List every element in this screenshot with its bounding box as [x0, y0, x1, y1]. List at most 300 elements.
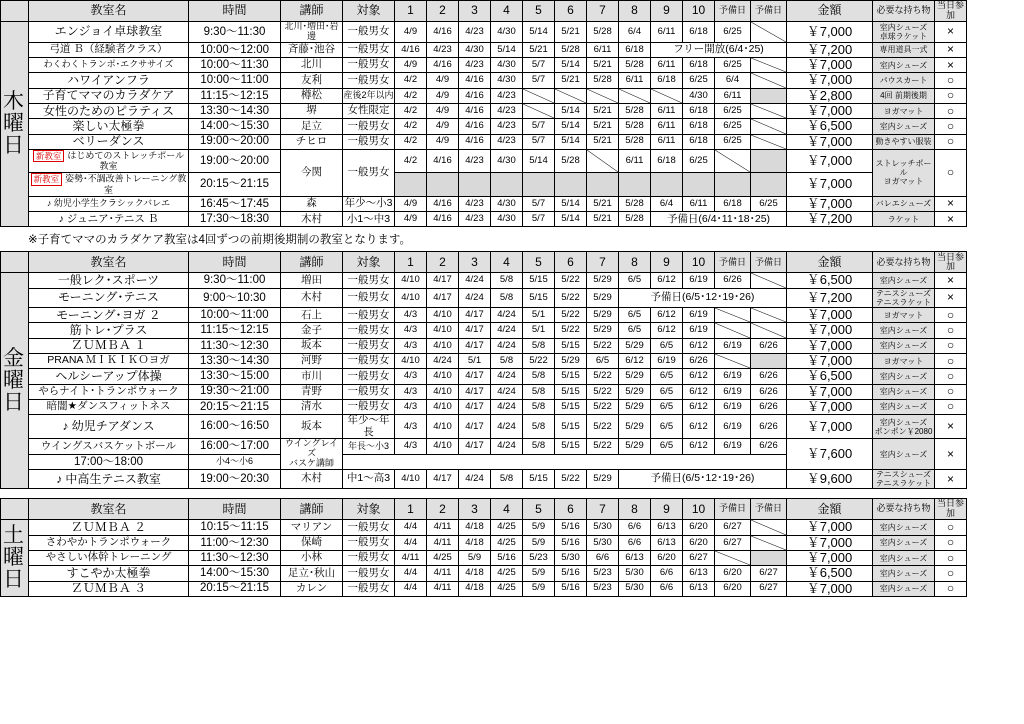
day-table-2	[0, 498, 967, 596]
session-date-cell: 5/8	[523, 399, 555, 414]
session-date-cell: 4/11	[427, 581, 459, 596]
target-cell: 一般男女	[343, 354, 395, 369]
price-cell: ￥7,000	[787, 149, 873, 173]
session-date-cell	[751, 22, 787, 43]
dropin-cell: ○	[935, 581, 967, 596]
session-date-cell: 6/26	[751, 399, 787, 414]
class-name-cell	[29, 369, 189, 384]
class-name-label: ＺＵＭＢＡ ２	[70, 519, 147, 534]
session-date-cell: 6/18	[683, 58, 715, 73]
session-date-cell	[751, 88, 787, 103]
required-items-cell: 室内シューズ	[873, 58, 935, 73]
session-date-cell	[751, 323, 787, 338]
dropin-cell: ○	[935, 134, 967, 149]
price-cell: ￥6,500	[787, 566, 873, 581]
session-date-cell: 4/30	[491, 149, 523, 173]
class-name-cell	[29, 103, 189, 118]
session-date-cell	[619, 88, 651, 103]
class-name-label: PRANA ＭＩＫＩＫＯヨガ	[47, 354, 170, 367]
class-name-label: 筋トレ･プラス	[69, 323, 148, 337]
table-row	[1, 22, 967, 43]
class-name-cell	[29, 196, 189, 211]
required-items-cell: ラケット	[873, 212, 935, 227]
session-date-cell: 5/21	[555, 22, 587, 43]
header-cell: 当日参加	[935, 1, 967, 22]
day-label-cell: 土 曜 日	[1, 520, 29, 596]
session-date-cell: 6/12	[683, 439, 715, 454]
session-date-cell: 5/22	[555, 323, 587, 338]
header-cell: 2	[427, 252, 459, 273]
session-date-cell: 4/17	[459, 439, 491, 454]
target-cell: 一般男女	[343, 308, 395, 323]
header-cell: 当日参加	[935, 252, 967, 273]
time-cell: 11:30〜12:30	[189, 550, 281, 565]
session-date-cell: 6/18	[683, 119, 715, 134]
time-cell: 20:15〜21:15	[189, 399, 281, 414]
session-date-cell: 4/17	[459, 384, 491, 399]
session-date-cell: 5/8	[523, 369, 555, 384]
dropin-cell: ○	[935, 88, 967, 103]
table-header-row	[1, 499, 967, 520]
header-cell: 4	[491, 1, 523, 22]
time-cell: 9:30〜11:00	[189, 273, 281, 288]
session-date-cell: 5/14	[555, 103, 587, 118]
class-name-label: わくわくトランポ･エクササイズ	[43, 59, 174, 70]
teacher-cell: 森	[281, 196, 343, 211]
time-cell: 13:30〜15:00	[189, 369, 281, 384]
session-date-cell: 4/16	[427, 22, 459, 43]
dropin-cell: ○	[935, 369, 967, 384]
time-cell: 9:00〜10:30	[189, 288, 281, 307]
class-name-cell	[29, 415, 189, 439]
session-date-cell: 4/16	[459, 119, 491, 134]
price-cell: ￥7,000	[787, 535, 873, 550]
target-cell: 一般男女	[343, 134, 395, 149]
class-name-cell	[29, 384, 189, 399]
footnote: ※子育てママのカラダケア教室は4回ずつの前期後期制の教室となります。	[28, 234, 411, 247]
price-cell: ￥7,000	[787, 196, 873, 211]
session-date-cell: 4/24	[491, 369, 523, 384]
session-date-cell: 4/24	[491, 399, 523, 414]
session-date-cell: 4/3	[395, 369, 427, 384]
session-date-cell: 4/24	[491, 415, 523, 439]
session-date-cell: 4/3	[395, 399, 427, 414]
session-date-cell: 6/5	[651, 384, 683, 399]
session-date-cell: 6/12	[651, 308, 683, 323]
session-date-cell	[751, 520, 787, 535]
session-date-cell	[715, 173, 751, 197]
session-date-cell: 5/29	[619, 384, 651, 399]
session-date-cell: 5/9	[459, 550, 491, 565]
session-date-cell: 6/26	[751, 338, 787, 353]
session-date-cell: 5/28	[587, 73, 619, 88]
reserve-date-cell: 予備日(6/5･12･19･26)	[619, 470, 787, 489]
session-date-cell: 4/30	[491, 73, 523, 88]
class-name-cell	[29, 550, 189, 565]
required-items-cell: 室内シューズ	[873, 520, 935, 535]
dropin-cell: ×	[935, 42, 967, 57]
session-date-cell: 6/26	[683, 354, 715, 369]
session-date-cell: 6/11	[619, 73, 651, 88]
session-date-cell: 4/10	[395, 288, 427, 307]
session-date-cell: 6/4	[715, 73, 751, 88]
dropin-cell: ○	[935, 550, 967, 565]
time-cell: 19:00〜20:30	[189, 470, 281, 489]
session-date-cell	[751, 103, 787, 118]
table-row	[1, 308, 967, 323]
session-date-cell: 4/11	[427, 520, 459, 535]
dropin-cell: ×	[935, 22, 967, 43]
session-date-cell: 5/22	[587, 384, 619, 399]
session-date-cell: 6/6	[651, 566, 683, 581]
session-date-cell: 5/14	[555, 119, 587, 134]
session-date-cell: 4/16	[427, 149, 459, 173]
teacher-cell: 木村	[281, 470, 343, 489]
session-date-cell: 5/14	[491, 42, 523, 57]
teacher-cell: 青野	[281, 384, 343, 399]
session-date-cell: 4/23	[491, 88, 523, 103]
session-date-cell: 5/8	[523, 415, 555, 439]
teacher-cell: 斉藤･池谷	[281, 42, 343, 57]
dropin-cell: ○	[935, 73, 967, 88]
required-items-cell: 室内シューズ	[873, 566, 935, 581]
header-cell: 8	[619, 252, 651, 273]
new-class-tag: 新教室	[31, 173, 63, 186]
session-date-cell: 4/30	[491, 22, 523, 43]
class-name-label: モーニング･テニス	[58, 290, 159, 305]
table-row	[1, 288, 967, 307]
session-date-cell: 4/18	[459, 520, 491, 535]
time-cell: 14:00〜15:30	[189, 119, 281, 134]
session-date-cell: 5/15	[555, 399, 587, 414]
time-cell: 20:15〜21:15	[189, 581, 281, 596]
session-date-cell: 4/16	[395, 42, 427, 57]
session-date-cell: 5/29	[619, 439, 651, 454]
target-cell: 小4〜小6	[189, 454, 281, 469]
session-date-cell: 5/22	[587, 399, 619, 414]
session-date-cell: 6/20	[715, 566, 751, 581]
price-cell: ￥7,000	[787, 22, 873, 43]
session-date-cell	[395, 173, 427, 197]
session-date-cell: 4/24	[491, 338, 523, 353]
teacher-cell: 木村	[281, 288, 343, 307]
session-date-cell: 5/22	[555, 470, 587, 489]
session-date-cell: 5/29	[587, 308, 619, 323]
session-date-cell: 5/14	[555, 134, 587, 149]
class-name-label: ヘルシーアップ体操	[55, 368, 162, 383]
session-date-cell	[491, 173, 523, 197]
session-date-cell: 5/30	[555, 550, 587, 565]
session-date-cell	[751, 550, 787, 565]
header-cell: 8	[619, 499, 651, 520]
teacher-cell: 足立	[281, 119, 343, 134]
session-date-cell: 5/29	[587, 273, 619, 288]
teacher-cell: マリアン	[281, 520, 343, 535]
session-date-cell: 5/8	[491, 354, 523, 369]
session-date-cell	[587, 173, 619, 197]
session-date-cell	[751, 535, 787, 550]
table-row	[1, 58, 967, 73]
time-cell: 19:00〜20:00	[189, 134, 281, 149]
header-cell: 予備日	[715, 252, 751, 273]
header-cell: 予備日	[751, 499, 787, 520]
session-date-cell: 5/21	[587, 134, 619, 149]
session-date-cell: 4/16	[427, 58, 459, 73]
time-cell: 16:00〜17:00	[189, 439, 281, 454]
session-date-cell	[751, 149, 787, 173]
header-cell: 4	[491, 499, 523, 520]
class-name-cell	[29, 520, 189, 535]
session-date-cell: 4/24	[459, 470, 491, 489]
price-cell: ￥6,500	[787, 369, 873, 384]
class-name-cell	[29, 42, 189, 57]
session-date-cell: 4/17	[459, 338, 491, 353]
price-cell: ￥9,600	[787, 470, 873, 489]
session-date-cell: 6/11	[683, 196, 715, 211]
session-date-cell: 5/9	[523, 520, 555, 535]
time-cell: 16:00〜16:50	[189, 415, 281, 439]
header-cell	[1, 1, 29, 22]
target-cell: 一般男女	[343, 22, 395, 43]
session-date-cell: 4/9	[427, 73, 459, 88]
class-name-label: はじめてのストレッチポール教室	[67, 150, 185, 172]
session-date-cell: 5/9	[523, 535, 555, 550]
table-row	[1, 470, 967, 489]
session-date-cell	[523, 88, 555, 103]
session-date-cell: 5/22	[587, 338, 619, 353]
class-name-cell	[29, 212, 189, 227]
header-cell: 7	[587, 1, 619, 22]
teacher-cell: 清水	[281, 399, 343, 414]
table-row	[1, 323, 967, 338]
required-items-cell: 室内シューズ	[873, 399, 935, 414]
time-cell: 10:00〜11:00	[189, 73, 281, 88]
session-date-cell: 6/5	[619, 273, 651, 288]
session-date-cell: 6/25	[715, 134, 751, 149]
time-cell: 10:15〜11:15	[189, 520, 281, 535]
session-date-cell: 4/4	[395, 520, 427, 535]
session-date-cell: 5/21	[587, 119, 619, 134]
dropin-cell: ○	[935, 399, 967, 414]
session-date-cell: 6/25	[715, 22, 751, 43]
class-name-cell	[29, 288, 189, 307]
session-date-cell: 4/16	[459, 134, 491, 149]
time-cell: 13:30〜14:30	[189, 354, 281, 369]
teacher-cell: 友利	[281, 73, 343, 88]
session-date-cell: 5/28	[619, 119, 651, 134]
time-cell: 10:00〜11:30	[189, 58, 281, 73]
new-class-tag: 新教室	[33, 150, 65, 163]
session-date-cell: 6/12	[683, 384, 715, 399]
header-cell: 金額	[787, 1, 873, 22]
session-date-cell: 6/5	[651, 338, 683, 353]
session-date-cell: 6/13	[683, 566, 715, 581]
dropin-cell: ○	[935, 103, 967, 118]
session-date-cell: 5/29	[619, 338, 651, 353]
session-date-cell: 4/18	[459, 535, 491, 550]
session-date-cell	[651, 173, 683, 197]
header-cell: 4	[491, 252, 523, 273]
header-cell: 2	[427, 1, 459, 22]
table-row	[1, 520, 967, 535]
teacher-cell: 坂本	[281, 415, 343, 439]
session-date-cell: 6/12	[651, 273, 683, 288]
teacher-cell: 市川	[281, 369, 343, 384]
session-date-cell: 6/20	[715, 581, 751, 596]
class-name-label: すこやか太極拳	[66, 565, 151, 580]
session-date-cell: 6/26	[751, 369, 787, 384]
session-date-cell: 5/1	[523, 308, 555, 323]
session-date-cell: 6/19	[683, 323, 715, 338]
table-row	[1, 134, 967, 149]
required-items-cell: 室内シューズ	[873, 369, 935, 384]
target-cell: 一般男女	[343, 73, 395, 88]
session-date-cell: 6/5	[587, 354, 619, 369]
session-date-cell: 4/2	[395, 134, 427, 149]
session-date-cell: 6/12	[619, 354, 651, 369]
session-date-cell: 6/27	[751, 581, 787, 596]
dropin-cell: ○	[935, 119, 967, 134]
session-date-cell: 4/25	[491, 535, 523, 550]
session-date-cell: 4/3	[395, 439, 427, 454]
teacher-cell: 今関	[281, 149, 343, 196]
required-items-cell: ヨガマット	[873, 308, 935, 323]
session-date-cell	[555, 88, 587, 103]
session-date-cell: 5/28	[619, 196, 651, 211]
price-cell: ￥7,200	[787, 288, 873, 307]
session-date-cell: 5/30	[619, 581, 651, 596]
header-cell: 時間	[189, 1, 281, 22]
session-date-cell: 6/27	[715, 520, 751, 535]
session-date-cell: 6/19	[715, 384, 751, 399]
teacher-cell: 坂本	[281, 338, 343, 353]
session-date-cell: 6/12	[683, 415, 715, 439]
price-cell: ￥7,000	[787, 73, 873, 88]
reserve-date-cell: 予備日(6/5･12･19･26)	[619, 288, 787, 307]
teacher-cell: 木村	[281, 212, 343, 227]
table-header-row	[1, 1, 967, 22]
session-date-cell	[715, 550, 751, 565]
session-date-cell: 4/30	[459, 42, 491, 57]
reserve-date-cell: 予備日(6/4･11･18･25)	[651, 212, 787, 227]
session-date-cell: 5/8	[491, 470, 523, 489]
session-date-cell: 6/13	[683, 581, 715, 596]
session-date-cell: 5/14	[523, 22, 555, 43]
header-cell: 9	[651, 1, 683, 22]
session-date-cell: 4/9	[427, 119, 459, 134]
class-name-cell	[29, 173, 189, 197]
day-label-cell: 金 曜 日	[1, 273, 29, 489]
session-date-cell: 4/10	[427, 415, 459, 439]
class-name-label: 一般レク･スポーツ	[57, 273, 160, 288]
session-date-cell: 5/7	[523, 73, 555, 88]
class-name-label: ♪ 幼児チアダンス	[62, 419, 155, 434]
session-date-cell: 4/18	[459, 566, 491, 581]
session-date-cell: 4/9	[395, 212, 427, 227]
session-date-cell: 5/30	[619, 566, 651, 581]
session-date-cell: 6/25	[715, 103, 751, 118]
session-date-cell: 4/16	[427, 196, 459, 211]
teacher-cell: 樽松	[281, 88, 343, 103]
target-cell: 一般男女	[343, 58, 395, 73]
session-date-cell: 5/22	[587, 439, 619, 454]
required-items-cell: 室内シューズ ポンポン￥2080	[873, 415, 935, 439]
target-cell: 年長〜小3	[343, 439, 395, 454]
class-name-cell	[29, 581, 189, 596]
time-cell: 17:00〜18:00	[29, 454, 189, 469]
header-cell: 予備日	[751, 1, 787, 22]
session-date-cell: 5/8	[523, 384, 555, 399]
day-label-cell: 木 曜 日	[1, 22, 29, 227]
required-items-cell: テニスシューズ テニスラケット	[873, 288, 935, 307]
class-name-label: 姿勢･不調改善トレーニング教室	[65, 174, 187, 195]
session-date-cell: 6/27	[715, 535, 751, 550]
session-date-cell: 4/17	[427, 470, 459, 489]
table-row	[1, 173, 967, 197]
class-name-label: エンジョイ卓球教室	[54, 24, 163, 39]
session-date-cell: 5/1	[523, 323, 555, 338]
header-cell: 7	[587, 252, 619, 273]
header-cell: 講師	[281, 499, 343, 520]
session-date-cell: 4/9	[395, 58, 427, 73]
session-date-cell: 5/14	[555, 58, 587, 73]
session-date-cell: 4/10	[427, 338, 459, 353]
teacher-cell: 北川･増田･岩邊	[281, 22, 343, 43]
session-date-cell	[715, 308, 751, 323]
session-date-cell	[651, 88, 683, 103]
session-date-cell: 6/19	[715, 439, 751, 454]
time-cell: 11:30〜12:30	[189, 338, 281, 353]
dropin-cell: ○	[935, 384, 967, 399]
session-date-cell: 6/19	[651, 354, 683, 369]
header-cell: 予備日	[751, 252, 787, 273]
required-items-cell: ストレッチポール ヨガマット	[873, 149, 935, 196]
table-row	[1, 103, 967, 118]
price-cell: ￥7,000	[787, 338, 873, 353]
required-items-cell: 室内シューズ 卓球ラケット	[873, 22, 935, 43]
session-date-cell: 5/22	[555, 308, 587, 323]
session-date-cell	[751, 273, 787, 288]
session-date-cell	[751, 73, 787, 88]
session-date-cell: 6/18	[651, 73, 683, 88]
teacher-cell: 北川	[281, 58, 343, 73]
session-date-cell: 5/7	[523, 196, 555, 211]
price-cell: ￥7,000	[787, 173, 873, 197]
time-cell: 11:15〜12:15	[189, 323, 281, 338]
required-items-cell: 4回 前期後期	[873, 88, 935, 103]
session-date-cell: 5/28	[587, 22, 619, 43]
session-date-cell	[523, 173, 555, 197]
session-date-cell	[751, 119, 787, 134]
session-date-cell: 6/19	[683, 308, 715, 323]
table-row	[1, 439, 967, 454]
session-date-cell: 6/5	[651, 369, 683, 384]
session-date-cell: 6/19	[683, 273, 715, 288]
session-date-cell: 4/23	[491, 103, 523, 118]
session-date-cell	[751, 308, 787, 323]
target-cell: 年少〜年長	[343, 415, 395, 439]
spacer	[0, 489, 1024, 498]
session-date-cell	[751, 58, 787, 73]
session-date-cell: 6/4	[619, 22, 651, 43]
session-date-cell: 4/23	[491, 119, 523, 134]
price-cell: ￥7,600	[787, 439, 873, 470]
session-date-cell: 4/24	[459, 273, 491, 288]
required-items-cell: バレエシューズ	[873, 196, 935, 211]
target-cell: 女性限定	[343, 103, 395, 118]
session-date-cell: 5/28	[619, 103, 651, 118]
price-cell: ￥2,800	[787, 88, 873, 103]
